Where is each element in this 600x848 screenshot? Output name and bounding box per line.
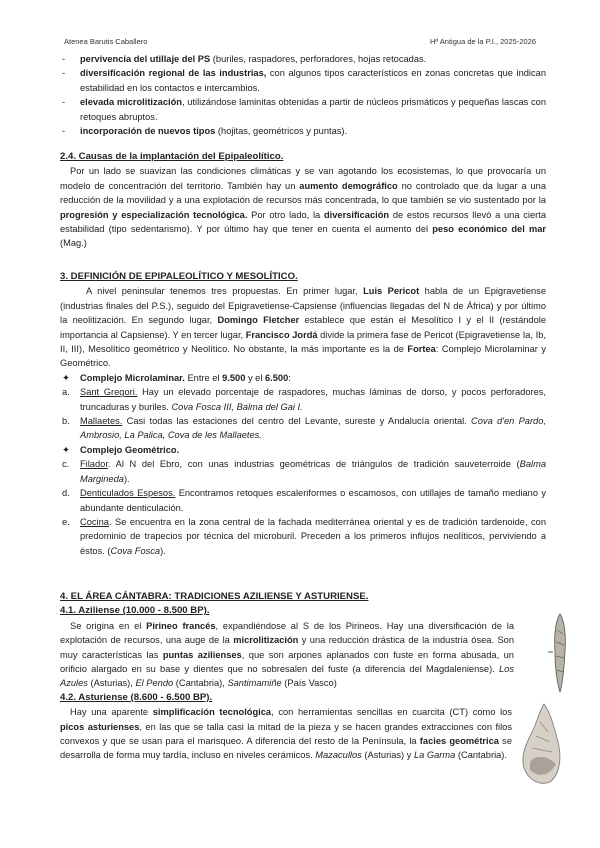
list-item: e. Cocina. Se encuentra en la zona central de la fachada mediterránea oriental y es de tradición tardenoide, con predominio de trapecios por técnica del microburil. Preceden a los primeros influjos neolíticos, perviviendo a éstos. (Cova Fosca). <box>62 516 546 556</box>
paragraph: Por un lado se suavizan las condiciones climáticas y se van agotando los ecosistemas, lo que provocaría un modelo de concentración del territorio. También hay un aumento demográfico no controlado que da lugar a una reducción de la movilidad y a una explotación de recursos más concentrada, lo que también se vio sustentado por la progresión y especialización tecnológica. Por otro lado, la diversificación de estos recursos llevó a una cierta estabilidad (tipo sedentarismo). Y por último hay que tener en cuenta el aumento del peso económico del mar (Mag.) <box>60 166 546 249</box>
list-item: b. Mallaetes. Casi todas las estaciones del centro del Levante, sureste y Andalucía oriental. Cova d'en Pardo, Ambrosio, La Palica, Cova de les Mallaetes. <box>62 416 546 441</box>
star-icon: ✦ <box>62 444 70 455</box>
section-3 <box>60 270 546 558</box>
features-list <box>60 52 546 138</box>
list-item: - elevada microlitización, utilizándose laminitas obtenidas a partir de núcleos prismáticos y pequeñas lascas con retoques abruptos. <box>62 97 547 122</box>
star-icon: ✦ <box>62 372 70 383</box>
header-author: Atenea Barutis Caballero <box>64 37 148 46</box>
list-item: c. Filador. Al N del Ebro, con unas industrias geométricas de triángulos de tradición sauveterroide (Balma Margineda). <box>62 459 546 484</box>
list-item: a. Sant Gregori. Hay un elevado porcentaje de raspadores, muchas láminas de dorso, y pocos perforadores, truncaduras y buriles. Cova Fosca III, Balma del Gai I. <box>62 387 546 412</box>
section-heading: 2.4. Causas de la implantación del Epipaleolítico. <box>60 151 284 162</box>
section-heading: 4. EL ÁREA CÁNTABRA: TRADICIONES AZILIENSE Y ASTURIENSE. <box>60 591 369 602</box>
subsection-heading: 4.1. Aziliense (10.000 - 8.500 BP). <box>60 605 210 617</box>
subsection-heading: 4.2. Asturiense (8.600 - 6.500 BP). <box>60 691 213 703</box>
azilian-point-illustration <box>548 612 572 694</box>
section-2-4 <box>60 150 546 251</box>
paragraph: Se origina en el Pirineo francés, expandiéndose al S de los Pirineos. Hay una diversificación de la explotación de recursos, una auge de la microlitización y una reducción drástica de la industria ósea. Son muy características las puntas azilienses, que son arpones aplanados con fuste en forma abusada, un orificio alargado en su base y dientes que no sobresalen del fuste (a diferencia del Magdaleniense). Los Azules (Asturias), El Pendo (Cantabria), Santimamiñe (País Vasco) <box>60 620 514 689</box>
section-heading: 3. DEFINICIÓN DE EPIPALEOLÍTICO Y MESOLÍTICO. <box>60 271 298 282</box>
section-4 <box>60 590 546 763</box>
list-item: - pervivencia del utillaje del PS (buriles, raspadores, perforadores, hojas retocadas. <box>62 54 427 64</box>
list-item: - incorporación de nuevos tipos (hojitas, geométricos y puntas). <box>62 126 348 137</box>
paragraph: Hay una aparente simplificación tecnológica, con herramientas sencillas en cuarcita (CT) como los picos asturienses, en las que se talla casi la mitad de la pieza y se hacen grandes extracciones con filos convexos y que se usan para el marisqueo. A diferencia del resto de la Península, la facies geométrica se desarrolla de forma muy tardía, incluso en niveles cerámicos. Mazacullos (Asturias) y La Garma (Cantabria). <box>60 707 512 761</box>
complex-geometric: ✦ Complejo Geométrico. <box>60 443 546 457</box>
asturian-pick-illustration <box>520 702 564 786</box>
complex-microlaminar: ✦ Complejo Microlaminar. Entre el 9.500 y el 6.500: <box>60 371 546 385</box>
list-item: - diversificación regional de las industrias, con algunos tipos característicos en zonas concretas que indican estabilidad en los contactos e intercambios. <box>62 68 546 93</box>
header-course: Hª Antigua de la P.I., 2025-2026 <box>429 37 536 46</box>
paragraph: A nivel peninsular tenemos tres propuestas. En primer lugar, Luis Pericot habla de un Epigravetiense (industrias finales del P.S.), seguido del Epigravetiense-Capsiense (influencias llegadas del N de África) y por último la neolitización. En segundo lugar, Domingo Fletcher establece que están el Mesolítico I y el II (restándole importancia al Capsiense). Y en tercer lugar, Francisco Jordá divide la primera fase de Pericot (Epigravetiense Ia, Ib, II, III), Mesolítico geométrico y Neolítico. No obstante, la más importante es la de Fortea: Complejo Microlaminar y Geométrico. <box>60 286 546 369</box>
list-item: d. Denticulados Espesos. Encontramos retoques escaleriformes o escamosos, con utillajes de tamaño mediano y abundante denticulación. <box>62 488 546 513</box>
